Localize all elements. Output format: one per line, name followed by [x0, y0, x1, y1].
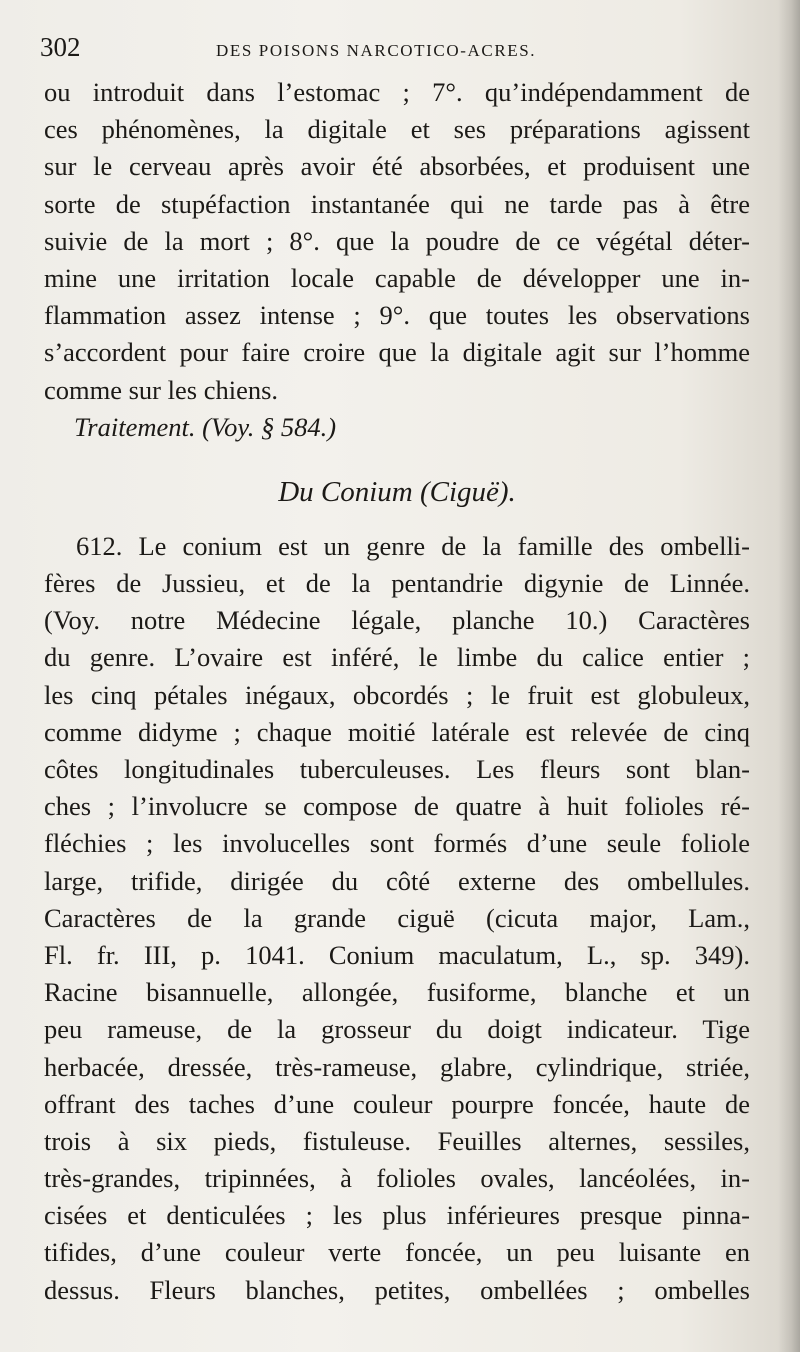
text-line: du genre. L’ovaire est inféré, le limbe du calice entier ; [44, 642, 750, 673]
text-line: sorte de stupéfaction instantanée qui ne tarde pas à être [44, 188, 750, 219]
text-line: Fl. fr. III, p. 1041. Conium maculatum, L., sp. 349). [44, 939, 750, 970]
text-line: peu rameuse, de la grosseur du doigt indicateur. Tige [44, 1014, 750, 1045]
text-line: comme sur les chiens. [44, 374, 279, 405]
text-line: très-grandes, tripinnées, à folioles ovales, lancéolées, in- [44, 1163, 750, 1194]
text-line: Caractères de la grande ciguë (cicuta major, Lam., [44, 902, 750, 933]
text-line: 612. Le conium est un genre de la famille des ombelli- [76, 530, 750, 561]
paragraph-612 [44, 528, 750, 1309]
paragraph-continued [44, 74, 750, 409]
body-text [44, 74, 750, 1309]
traitement-line: Traitement. (Voy. § 584.) [74, 411, 337, 442]
text-line: herbacée, dressée, très-rameuse, glabre, cylindrique, striée, [44, 1051, 750, 1082]
text-line: flammation assez intense ; 9°. que toutes les observations [44, 300, 750, 331]
text-line: les cinq pétales inégaux, obcordés ; le fruit est globuleux, [44, 679, 750, 710]
text-line: (Voy. notre Médecine légale, planche 10.) Caractères [44, 605, 750, 636]
page-gutter-shadow [778, 0, 800, 1352]
text-line: cisées et denticulées ; les plus inférieures presque pinna- [44, 1200, 750, 1231]
text-line: ces phénomènes, la digitale et ses préparations agissent [44, 114, 750, 145]
running-head: DES POISONS NARCOTICO-ACRES. [216, 41, 537, 60]
text-line: Racine bisannuelle, allongée, fusiforme, blanche et un [44, 977, 750, 1008]
text-line: offrant des taches d’une couleur pourpre foncée, haute de [44, 1088, 750, 1119]
text-line: sur le cerveau après avoir été absorbées, et produisent une [44, 151, 750, 182]
text-line: fléchies ; les involucelles sont formés d’une seule foliole [44, 828, 750, 859]
section-heading: Du Conium (Ciguë). [278, 475, 516, 508]
text-line: s’accordent pour faire croire que la digitale agit sur l’homme [44, 337, 750, 368]
text-line: tifides, d’une couleur verte foncée, un peu luisante en [44, 1237, 750, 1268]
page-number: 302 [40, 32, 81, 62]
text-line: ou introduit dans l’estomac ; 7°. qu’indépendamment de [44, 77, 750, 107]
text-line: suivie de la mort ; 8°. que la poudre de ce végétal déter- [44, 225, 750, 256]
text-line: comme didyme ; chaque moitié latérale est relevée de cinq [44, 716, 750, 747]
text-line: fères de Jussieu, et de la pentandrie digynie de Linnée. [44, 568, 750, 599]
text-line: côtes longitudinales tuberculeuses. Les fleurs sont blan- [44, 754, 750, 784]
page-header [40, 32, 760, 72]
text-line: mine une irritation locale capable de développer une in- [44, 262, 750, 293]
text-line: trois à six pieds, fistuleuse. Feuilles alternes, sessiles, [44, 1125, 750, 1156]
text-line: ches ; l’involucre se compose de quatre à huit folioles ré- [44, 791, 750, 822]
text-line: large, trifide, dirigée du côté externe des ombellules. [44, 865, 750, 896]
text-line: dessus. Fleurs blanches, petites, ombellées ; ombelles [44, 1274, 750, 1305]
